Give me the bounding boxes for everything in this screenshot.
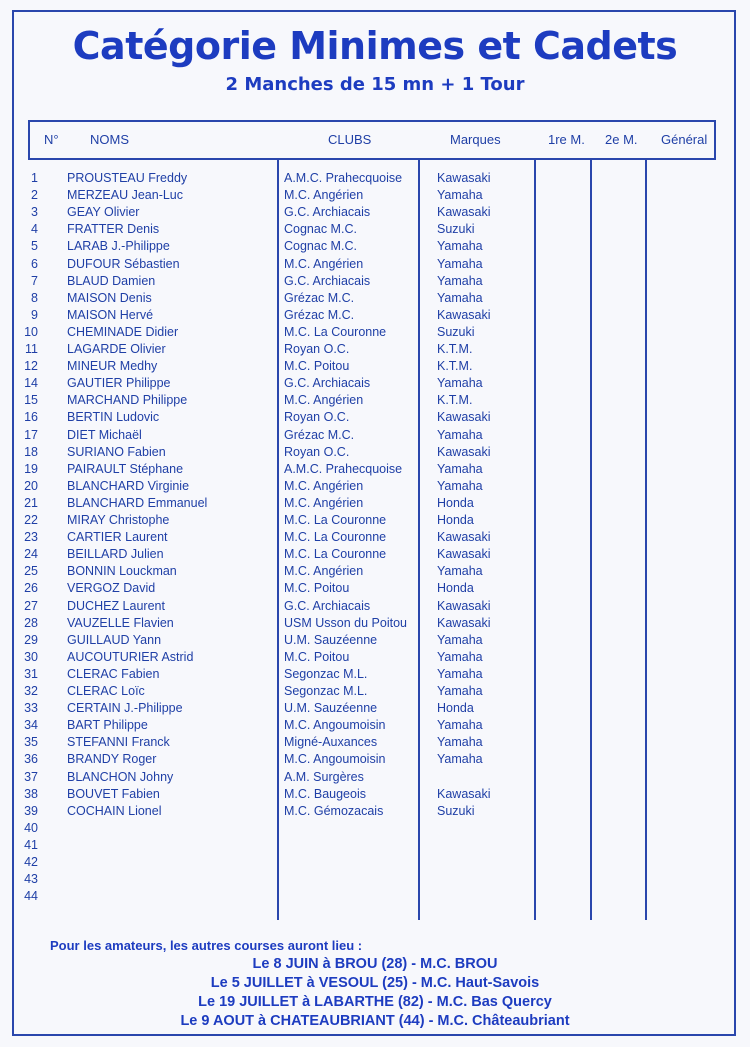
rider-name: MAISON Hervé: [67, 307, 154, 322]
rider-club: U.M. Sauzéenne: [284, 701, 378, 716]
rider-name: VAUZELLE Flavien: [67, 615, 174, 630]
rider-name: BART Philippe: [67, 718, 148, 733]
rider-brand: Yamaha: [437, 188, 483, 203]
rider-number: 23: [24, 530, 38, 545]
rider-name: BONNIN Louckman: [67, 564, 177, 579]
rider-brand: Yamaha: [437, 649, 483, 664]
table-header: [28, 120, 716, 160]
header-general: Général: [661, 132, 708, 147]
rider-club: Royan O.C.: [284, 342, 350, 356]
rider-brand: Suzuki: [437, 222, 475, 237]
rider-brand: Honda: [437, 513, 474, 527]
rider-brand: Kawasaki: [437, 444, 491, 459]
rider-name: BEILLARD Julien: [67, 547, 164, 562]
rider-number: 19: [24, 461, 38, 476]
rider-club: U.M. Sauzéenne: [284, 632, 378, 647]
rider-brand: Kawasaki: [437, 307, 491, 322]
column-divider-names-clubs: [277, 122, 279, 920]
rider-name: BOUVET Fabien: [67, 786, 160, 801]
column-divider-clubs-marques: [418, 122, 420, 920]
rider-number: 10: [24, 324, 38, 339]
rider-club: M.C. La Couronne: [284, 530, 387, 545]
rider-club: Grézac M.C.: [284, 427, 355, 442]
rider-name: VERGOZ David: [67, 581, 156, 596]
rider-number: 30: [24, 649, 38, 664]
rider-brand: Kawasaki: [437, 205, 491, 220]
rider-name: MIRAY Christophe: [67, 513, 170, 527]
rider-club: Cognac M.C.: [284, 222, 357, 237]
footer-intro: Pour les amateurs, les autres courses auront lieu :: [50, 938, 363, 953]
rider-brand: Yamaha: [437, 718, 483, 733]
rider-club: Grézac M.C.: [284, 307, 355, 322]
rider-brand: K.T.M.: [437, 359, 473, 374]
rider-number: 28: [24, 615, 38, 630]
column-divider-m1-m2: [590, 122, 592, 920]
rider-name: GAUTIER Philippe: [67, 376, 171, 391]
rider-name: LARAB J.-Philippe: [67, 239, 170, 254]
rider-club: A.M. Surgères: [284, 769, 364, 784]
rider-club: M.C. Poitou: [284, 359, 350, 374]
rider-number: 26: [24, 581, 38, 596]
rider-number: 27: [24, 598, 38, 613]
rider-name: MAISON Denis: [67, 290, 152, 305]
rider-brand: Yamaha: [437, 666, 483, 681]
rider-club: G.C. Archiacais: [284, 205, 371, 220]
rider-brand: Yamaha: [437, 376, 483, 391]
rider-brand: K.T.M.: [437, 342, 473, 356]
rider-brand: Yamaha: [437, 735, 483, 750]
rider-name: FRATTER Denis: [67, 222, 160, 237]
rider-name: BLANCHARD Emmanuel: [67, 495, 208, 510]
rider-number: 6: [31, 256, 38, 271]
rider-brand: Suzuki: [437, 803, 475, 818]
rider-number: 1: [31, 171, 38, 185]
rider-number: 7: [31, 273, 38, 288]
rider-brand: Honda: [437, 495, 474, 510]
rider-number: 14: [24, 376, 38, 391]
rider-name: CLERAC Fabien: [67, 666, 160, 681]
rider-club: M.C. Poitou: [284, 581, 350, 596]
rider-name: GUILLAUD Yann: [67, 632, 162, 647]
rider-name: COCHAIN Lionel: [67, 803, 162, 818]
rider-number: 44: [24, 889, 38, 904]
rider-brand: Honda: [437, 701, 474, 716]
rider-name: AUCOUTURIER Astrid: [67, 649, 194, 664]
rider-number: 12: [24, 359, 38, 374]
rider-club: Migné-Auxances: [284, 735, 378, 750]
rider-club: M.C. Angoumoisin: [284, 718, 386, 733]
rider-number: 15: [24, 393, 38, 408]
rider-club: Royan O.C.: [284, 444, 350, 459]
rider-number: 18: [24, 444, 38, 459]
rider-number: 25: [24, 564, 38, 579]
rider-brand: Kawasaki: [437, 410, 491, 425]
rider-number: 40: [24, 820, 38, 835]
rider-number: 2: [31, 188, 38, 203]
rider-brand: Kawasaki: [437, 615, 491, 630]
rider-club: M.C. Angérien: [284, 495, 364, 510]
rider-brand: Yamaha: [437, 752, 483, 767]
rider-club: USM Usson du Poitou: [284, 615, 407, 630]
rider-club: M.C. Angoumoisin: [284, 752, 386, 767]
rider-number: 16: [24, 410, 38, 425]
rider-club: M.C. Angérien: [284, 393, 364, 408]
rider-number: 20: [24, 478, 38, 493]
rider-name: STEFANNI Franck: [67, 735, 170, 750]
rider-club: M.C. Gémozacais: [284, 803, 384, 818]
header-m1: 1re M.: [548, 132, 585, 147]
rider-name: CLERAC Loïc: [67, 684, 145, 698]
rider-number: 41: [24, 837, 38, 852]
rider-club: G.C. Archiacais: [284, 598, 371, 613]
rider-brand: Yamaha: [437, 684, 483, 698]
rider-name: MARCHAND Philippe: [67, 393, 188, 408]
rider-name: MINEUR Medhy: [67, 359, 158, 374]
rider-number: 39: [24, 803, 38, 818]
rider-club: M.C. La Couronne: [284, 324, 387, 339]
rider-club: G.C. Archiacais: [284, 273, 371, 288]
rider-brand: Yamaha: [437, 564, 483, 579]
rider-number: 38: [24, 786, 38, 801]
rider-club: M.C. Angérien: [284, 256, 364, 271]
page-title: Catégorie Minimes et Cadets: [72, 24, 678, 68]
rider-club: M.C. La Couronne: [284, 513, 387, 527]
rider-brand: Yamaha: [437, 256, 483, 271]
rider-number: 35: [24, 735, 38, 750]
rider-brand: Kawasaki: [437, 598, 491, 613]
rider-number: 36: [24, 752, 38, 767]
rider-brand: Kawasaki: [437, 171, 491, 185]
rider-brand: Honda: [437, 581, 474, 596]
header-num: N°: [44, 132, 59, 147]
rider-number: 4: [31, 222, 38, 237]
rider-name: MERZEAU Jean-Luc: [67, 188, 184, 203]
rider-name: GEAY Olivier: [67, 205, 140, 220]
rider-number: 29: [24, 632, 38, 647]
rider-number: 37: [24, 769, 38, 784]
rider-name: BERTIN Ludovic: [67, 410, 160, 425]
rider-name: DUCHEZ Laurent: [67, 598, 165, 613]
rider-club: M.C. Poitou: [284, 649, 350, 664]
rider-club: M.C. Angérien: [284, 188, 364, 203]
rider-brand: Yamaha: [437, 632, 483, 647]
rider-brand: Kawasaki: [437, 547, 491, 562]
rider-club: A.M.C. Prahecquoise: [284, 461, 403, 476]
rider-brand: Yamaha: [437, 290, 483, 305]
rider-brand: Yamaha: [437, 239, 483, 254]
rider-number: 17: [24, 427, 38, 442]
event-line: Le 8 JUIN à BROU (28) - M.C. BROU: [252, 956, 498, 972]
rider-number: 43: [24, 872, 38, 887]
header-m2: 2e M.: [605, 132, 638, 147]
rider-brand: Suzuki: [437, 324, 475, 339]
rider-name: CARTIER Laurent: [67, 530, 168, 545]
rider-number: 33: [24, 701, 38, 716]
rider-club: Royan O.C.: [284, 410, 350, 425]
rider-number: 24: [24, 547, 38, 562]
rider-name: PROUSTEAU Freddy: [67, 171, 188, 185]
rider-name: DIET Michaël: [67, 427, 142, 442]
rider-club: M.C. La Couronne: [284, 547, 387, 562]
rider-brand: Yamaha: [437, 427, 483, 442]
rider-club: M.C. Angérien: [284, 564, 364, 579]
rider-brand: K.T.M.: [437, 393, 473, 408]
column-divider-m2-general: [645, 122, 647, 920]
rider-name: CHEMINADE Didier: [67, 324, 179, 339]
header-clubs: CLUBS: [328, 132, 372, 147]
rider-number: 3: [31, 205, 38, 220]
rider-brand: Kawasaki: [437, 530, 491, 545]
rider-club: A.M.C. Prahecquoise: [284, 171, 403, 185]
rider-brand: Yamaha: [437, 461, 483, 476]
rider-number: 31: [24, 666, 38, 681]
rider-club: Grézac M.C.: [284, 290, 355, 305]
rider-club: Segonzac M.L.: [284, 666, 368, 681]
rider-number: 11: [25, 342, 38, 356]
rider-name: BLANCHARD Virginie: [67, 478, 190, 493]
rider-number: 34: [24, 718, 38, 733]
rider-brand: Kawasaki: [437, 786, 491, 801]
header-marques: Marques: [450, 132, 501, 147]
rider-number: 42: [24, 855, 38, 869]
rider-name: SURIANO Fabien: [67, 444, 166, 459]
event-line: Le 19 JUILLET à LABARTHE (82) - M.C. Bas Quercy: [198, 994, 552, 1010]
rider-number: 32: [24, 684, 38, 698]
page-subtitle: 2 Manches de 15 mn + 1 Tour: [225, 74, 525, 95]
rider-number: 21: [24, 495, 38, 510]
rider-name: DUFOUR Sébastien: [67, 256, 180, 271]
rider-number: 9: [31, 307, 38, 322]
rider-name: PAIRAULT Stéphane: [67, 461, 184, 476]
rider-name: CERTAIN J.-Philippe: [67, 701, 183, 716]
column-divider-marques-m1: [534, 122, 536, 920]
event-line: Le 9 AOUT à CHATEAUBRIANT (44) - M.C. Châteaubriant: [180, 1013, 570, 1029]
rider-number: 5: [31, 239, 38, 254]
rider-name: BRANDY Roger: [67, 752, 157, 767]
event-line: Le 5 JUILLET à VESOUL (25) - M.C. Haut-Savois: [210, 975, 540, 991]
rider-brand: Yamaha: [437, 478, 483, 493]
rider-club: M.C. Angérien: [284, 478, 364, 493]
rider-club: Segonzac M.L.: [284, 684, 368, 698]
rider-club: Cognac M.C.: [284, 239, 357, 254]
rider-name: BLANCHON Johny: [67, 769, 174, 784]
rider-name: LAGARDE Olivier: [67, 342, 166, 356]
rider-club: M.C. Baugeois: [284, 786, 366, 801]
rider-brand: Yamaha: [437, 273, 483, 288]
rider-name: BLAUD Damien: [67, 273, 156, 288]
rider-club: G.C. Archiacais: [284, 376, 371, 391]
rider-number: 8: [31, 290, 38, 305]
rider-number: 22: [24, 513, 38, 527]
header-noms: NOMS: [90, 132, 129, 147]
